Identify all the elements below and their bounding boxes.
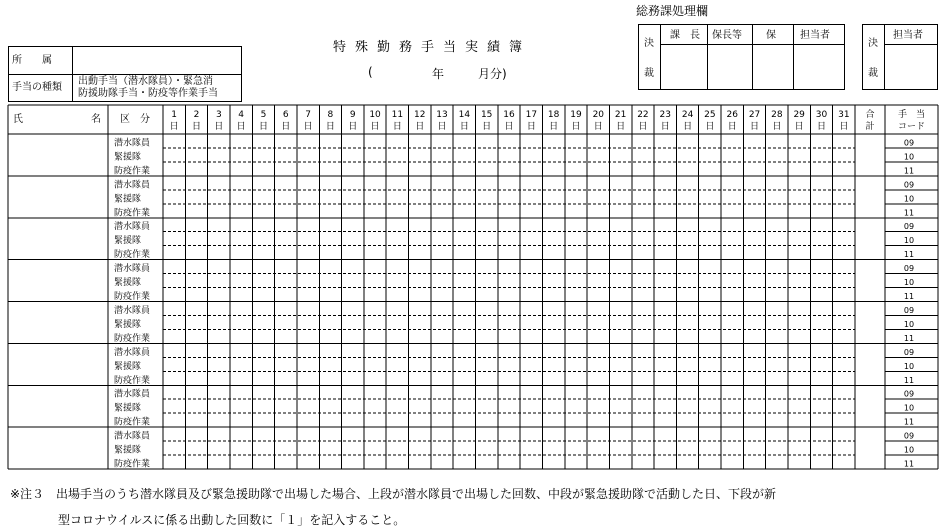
approval-col-hochou: 保長等 bbox=[712, 30, 742, 41]
category-label: 緊援隊 bbox=[114, 445, 142, 456]
category-label: 防疫作業 bbox=[114, 166, 151, 177]
day-header-number: 9 bbox=[349, 110, 356, 120]
allowance-code: 11 bbox=[903, 292, 915, 301]
day-header-suffix: 日 bbox=[638, 122, 648, 132]
day-header-number: 8 bbox=[327, 110, 334, 120]
category-label: 潜水隊員 bbox=[114, 431, 151, 442]
category-label: 防疫作業 bbox=[114, 459, 151, 470]
day-header-number: 16 bbox=[503, 110, 515, 120]
day-header-number: 22 bbox=[637, 110, 649, 120]
day-header-suffix: 日 bbox=[258, 122, 268, 132]
allowance-code: 09 bbox=[903, 222, 915, 232]
day-header-number: 20 bbox=[592, 110, 605, 120]
code-header-2: コード bbox=[897, 122, 926, 132]
teate-label: 手当の種類 bbox=[12, 82, 62, 93]
allowance-code: 10 bbox=[903, 278, 915, 288]
name-header-right: 名 bbox=[91, 114, 101, 125]
day-header-number: 25 bbox=[704, 110, 716, 120]
category-label: 潜水隊員 bbox=[114, 347, 151, 358]
allowance-code: 10 bbox=[903, 319, 915, 329]
day-header-suffix: 日 bbox=[325, 122, 335, 132]
day-header-number: 28 bbox=[771, 110, 783, 120]
day-header-number: 14 bbox=[458, 110, 471, 120]
allowance-code: 09 bbox=[903, 389, 915, 399]
allowance-code: 10 bbox=[903, 194, 915, 204]
allowance-code: 09 bbox=[903, 180, 915, 190]
day-header-suffix: 日 bbox=[549, 122, 559, 132]
day-header-number: 18 bbox=[547, 110, 560, 120]
side-kessai-char-1: 決 bbox=[868, 38, 878, 49]
allowance-code: 09 bbox=[903, 431, 915, 441]
day-header-suffix: 日 bbox=[482, 122, 492, 132]
category-label: 潜水隊員 bbox=[114, 222, 151, 233]
kubun-header: 区 分 bbox=[120, 114, 150, 125]
day-header-suffix: 日 bbox=[839, 122, 849, 132]
day-header-number: 10 bbox=[369, 110, 381, 120]
allowance-code: 09 bbox=[903, 138, 915, 148]
category-label: 緊援隊 bbox=[114, 236, 142, 247]
day-header-suffix: 日 bbox=[683, 122, 693, 132]
day-header-suffix: 日 bbox=[392, 122, 402, 132]
category-label: 潜水隊員 bbox=[114, 264, 151, 275]
day-header-suffix: 日 bbox=[303, 122, 313, 132]
day-header-number: 11 bbox=[391, 110, 404, 120]
category-label: 防疫作業 bbox=[114, 208, 151, 219]
kessai-char-1: 決 bbox=[644, 38, 654, 49]
approval-side-col-tanto: 担当者 bbox=[893, 30, 923, 41]
allowance-code: 10 bbox=[903, 152, 915, 162]
teate-line-2: 防援助隊手当・防疫等作業手当 bbox=[78, 88, 218, 99]
form-title: 特殊勤務手当実績簿 bbox=[333, 40, 532, 55]
allowance-code: 09 bbox=[903, 264, 915, 274]
day-header-number: 29 bbox=[793, 110, 805, 120]
allowance-code: 10 bbox=[903, 236, 915, 246]
day-header-suffix: 日 bbox=[415, 122, 425, 132]
day-header-suffix: 日 bbox=[169, 122, 179, 132]
day-header-number: 21 bbox=[614, 110, 627, 120]
day-header-suffix: 日 bbox=[571, 122, 581, 132]
day-header-number: 30 bbox=[815, 110, 828, 120]
category-label: 防疫作業 bbox=[114, 250, 151, 261]
approval-col-tanto: 担当者 bbox=[800, 30, 830, 41]
allowance-code: 09 bbox=[903, 305, 915, 315]
day-header-suffix: 日 bbox=[616, 122, 626, 132]
teate-line-1: 出動手当（潜水隊員）・緊急消 bbox=[78, 76, 213, 87]
allowance-code: 10 bbox=[903, 361, 915, 371]
day-header-number: 24 bbox=[681, 110, 694, 120]
allowance-code: 11 bbox=[903, 333, 915, 343]
day-header-suffix: 日 bbox=[772, 122, 782, 132]
period-month-label: 月分) bbox=[478, 67, 507, 81]
category-label: 潜水隊員 bbox=[114, 305, 151, 316]
day-header-suffix: 日 bbox=[504, 122, 514, 132]
allowance-code: 11 bbox=[903, 166, 915, 176]
day-header-number: 3 bbox=[215, 110, 222, 120]
day-header-number: 17 bbox=[525, 110, 538, 120]
name-header-left: 氏 bbox=[13, 114, 23, 125]
day-header-number: 13 bbox=[436, 110, 448, 120]
allowance-code: 11 bbox=[903, 417, 915, 427]
allowance-code: 11 bbox=[903, 250, 915, 260]
approval-section-label: 総務課処理欄 bbox=[636, 4, 709, 18]
day-header-suffix: 日 bbox=[794, 122, 804, 132]
day-header-suffix: 日 bbox=[459, 122, 469, 132]
day-header-suffix: 日 bbox=[437, 122, 447, 132]
category-label: 潜水隊員 bbox=[114, 138, 151, 149]
category-label: 防疫作業 bbox=[114, 292, 151, 302]
day-header-number: 31 bbox=[838, 110, 850, 120]
allowance-code: 09 bbox=[903, 347, 915, 357]
day-header-suffix: 日 bbox=[705, 122, 715, 132]
allowance-code: 10 bbox=[903, 403, 915, 413]
day-header-suffix: 日 bbox=[526, 122, 536, 132]
category-label: 緊援隊 bbox=[114, 319, 142, 330]
day-header-suffix: 日 bbox=[191, 122, 201, 132]
day-header-suffix: 日 bbox=[660, 122, 670, 132]
day-header-number: 26 bbox=[726, 110, 738, 120]
day-header-suffix: 日 bbox=[593, 122, 603, 132]
day-header-number: 15 bbox=[480, 110, 493, 120]
day-header-suffix: 日 bbox=[214, 122, 224, 132]
category-label: 潜水隊員 bbox=[114, 389, 151, 400]
category-label: 防疫作業 bbox=[114, 417, 151, 428]
category-label: 緊援隊 bbox=[114, 361, 142, 372]
day-header-suffix: 日 bbox=[348, 122, 358, 132]
period-year-label: 年 bbox=[432, 67, 445, 81]
allowance-code: 11 bbox=[903, 459, 915, 469]
day-header-number: 27 bbox=[748, 110, 761, 120]
total-header-2: 計 bbox=[865, 122, 875, 132]
day-header-suffix: 日 bbox=[750, 122, 760, 132]
kessai-char-2: 裁 bbox=[644, 68, 654, 79]
allowance-code: 11 bbox=[903, 375, 915, 385]
category-label: 緊援隊 bbox=[114, 152, 142, 163]
note-line-1: ※注３ 出場手当のうち潜水隊員及び緊急援助隊で出場した場合、上段が潜水隊員で出場した回数、中段が緊急援助隊で活動した日、下段が新 bbox=[10, 487, 777, 501]
category-label: 緊援隊 bbox=[114, 278, 142, 289]
category-label: 緊援隊 bbox=[114, 403, 142, 414]
allowance-code: 11 bbox=[903, 208, 915, 218]
day-header-number: 1 bbox=[171, 110, 178, 120]
note-line-2: 型コロナウイルスに係る出動した回数に「１」を記入すること。 bbox=[58, 513, 406, 527]
day-header-number: 19 bbox=[570, 110, 582, 120]
shozoku-label: 所 属 bbox=[12, 55, 52, 66]
approval-col-ho: 保 bbox=[766, 30, 776, 41]
code-header-1: 手 当 bbox=[897, 110, 926, 120]
day-header-number: 23 bbox=[659, 110, 671, 120]
day-header-suffix: 日 bbox=[370, 122, 380, 132]
day-header-number: 5 bbox=[260, 110, 267, 120]
period-open: ( bbox=[368, 65, 373, 79]
category-label: 潜水隊員 bbox=[114, 180, 151, 191]
category-label: 緊援隊 bbox=[114, 194, 142, 205]
category-label: 防疫作業 bbox=[114, 333, 151, 344]
day-header-suffix: 日 bbox=[281, 122, 291, 132]
category-label: 防疫作業 bbox=[114, 375, 151, 386]
approval-col-kacho: 課 長 bbox=[670, 30, 700, 41]
day-header-suffix: 日 bbox=[236, 122, 246, 132]
day-header-suffix: 日 bbox=[817, 122, 827, 132]
day-header-number: 4 bbox=[238, 110, 244, 120]
total-header-1: 合 bbox=[865, 110, 875, 120]
side-kessai-char-2: 裁 bbox=[868, 68, 878, 79]
day-header-number: 2 bbox=[193, 110, 200, 120]
day-header-number: 7 bbox=[305, 110, 311, 120]
day-header-number: 6 bbox=[282, 110, 289, 120]
allowance-code: 10 bbox=[903, 445, 915, 455]
day-header-suffix: 日 bbox=[727, 122, 737, 132]
day-header-number: 12 bbox=[413, 110, 426, 120]
